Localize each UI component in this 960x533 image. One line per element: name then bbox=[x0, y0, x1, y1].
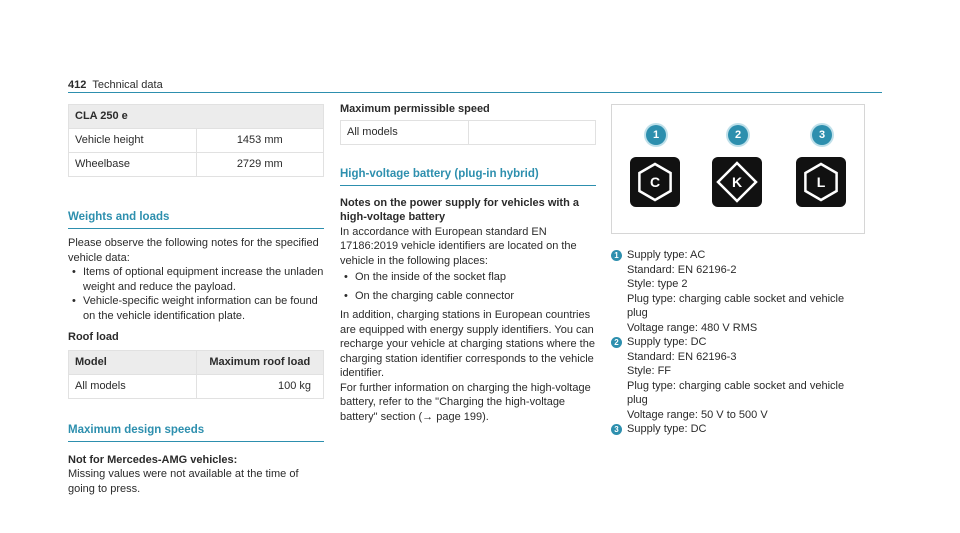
legend-line: Standard: EN 62196-2 bbox=[627, 263, 737, 276]
hv-battery-subheading: Notes on the power supply for vehicles with a high-voltage battery bbox=[340, 196, 579, 224]
callout-badge: 3 bbox=[812, 125, 832, 145]
legend-line: Style: FF bbox=[627, 365, 672, 378]
hv-battery-para2: For further information on charging the high-voltage battery, refer to the "Charging the high-voltage battery" section (→ page 199). bbox=[340, 381, 591, 423]
max-speed-table bbox=[340, 120, 596, 145]
table-cell: All models bbox=[69, 374, 197, 398]
legend-item bbox=[611, 422, 865, 437]
hv-battery-para1: In addition, charging stations in European countries are equipped with energy supply identifiers. You can recharge your vehicle at charging stations where the charging station identifier corresponds to the vehicle identifier. bbox=[340, 309, 595, 380]
callout-badge: 2 bbox=[728, 125, 748, 145]
page-header bbox=[68, 78, 163, 93]
column-header-model: Model bbox=[69, 350, 197, 374]
legend-item bbox=[611, 335, 865, 422]
legend-line: Supply type: DC bbox=[627, 336, 707, 349]
plug-identifier-c bbox=[630, 125, 682, 207]
table-cell: Wheelbase bbox=[69, 153, 197, 177]
column-middle bbox=[340, 100, 596, 424]
table-cell: Vehicle height bbox=[69, 129, 197, 153]
dimensions-table-title: CLA 250 e bbox=[69, 105, 324, 129]
column-right bbox=[611, 100, 865, 437]
legend-line: Supply type: AC bbox=[627, 249, 706, 261]
legend-line: Plug type: charging cable socket and vehicle plug bbox=[627, 292, 845, 320]
callout-badge: 1 bbox=[646, 125, 666, 145]
charging-identifiers-figure bbox=[611, 104, 865, 234]
hexagon-l-icon bbox=[796, 157, 846, 207]
weights-list bbox=[68, 265, 324, 323]
list-item: • Items of optional equipment increase the unladen weight and reduce the payload. bbox=[68, 265, 324, 294]
table-cell: 2729 mm bbox=[196, 153, 324, 177]
dimensions-table bbox=[68, 104, 324, 177]
list-item: • Vehicle-specific weight information can be found on the vehicle identification plate. bbox=[68, 294, 324, 323]
plug-letter: C bbox=[649, 174, 661, 190]
hv-battery-list bbox=[340, 270, 596, 303]
table-cell: 100 kg bbox=[196, 374, 324, 398]
plug-letter: L bbox=[816, 174, 826, 190]
table-row bbox=[69, 374, 324, 398]
hv-battery-intro: In accordance with European standard EN 17186:2019 vehicle identifiers are located on the vehicle in the following places: bbox=[340, 225, 577, 267]
roof-load-table bbox=[68, 350, 324, 399]
legend-line: Style: type 2 bbox=[627, 278, 688, 291]
list-item: • On the inside of the socket flap bbox=[340, 270, 596, 285]
page-title: Technical data bbox=[92, 79, 163, 91]
legend-line: Voltage range: 50 V to 500 V bbox=[627, 408, 768, 421]
weights-intro: Please observe the following notes for the specified vehicle data: bbox=[68, 237, 319, 264]
table-row bbox=[69, 153, 324, 177]
table-cell bbox=[468, 120, 596, 144]
legend-line: Plug type: charging cable socket and vehicle plug bbox=[627, 379, 845, 407]
plug-identifier-l bbox=[796, 125, 848, 207]
roof-load-heading: Roof load bbox=[68, 331, 119, 344]
design-speeds-heading: Maximum design speeds bbox=[68, 423, 324, 442]
design-speeds-text: Missing values were not available at the time of going to press. bbox=[68, 468, 299, 495]
column-left bbox=[68, 100, 324, 497]
legend-line: Voltage range: 480 V RMS bbox=[627, 321, 758, 334]
max-speed-heading: Maximum permissible speed bbox=[340, 103, 490, 115]
hexagon-c-icon bbox=[630, 157, 680, 207]
legend-badge: 1 bbox=[611, 250, 622, 261]
column-header-load: Maximum roof load bbox=[196, 350, 324, 374]
plug-identifier-k bbox=[712, 125, 764, 207]
table-cell: All models bbox=[341, 120, 469, 144]
design-speeds-subheading: Not for Mercedes-AMG vehicles: bbox=[68, 453, 238, 466]
diamond-k-icon bbox=[712, 157, 762, 207]
legend-badge: 3 bbox=[611, 424, 622, 435]
legend-badge: 2 bbox=[611, 337, 622, 348]
page-number: 412 bbox=[68, 79, 87, 91]
hv-battery-heading: High-voltage battery (plug-in hybrid) bbox=[340, 167, 596, 186]
header-rule bbox=[68, 92, 882, 93]
legend-line: Supply type: DC bbox=[627, 423, 707, 436]
legend-line: Standard: EN 62196-3 bbox=[627, 350, 737, 363]
figure-legend bbox=[611, 248, 865, 437]
plug-letter: K bbox=[731, 174, 743, 190]
legend-item bbox=[611, 248, 865, 335]
table-row bbox=[341, 120, 596, 144]
weights-heading: Weights and loads bbox=[68, 210, 324, 229]
table-row bbox=[69, 129, 324, 153]
list-item: • On the charging cable connector bbox=[340, 289, 596, 304]
table-cell: 1453 mm bbox=[196, 129, 324, 153]
